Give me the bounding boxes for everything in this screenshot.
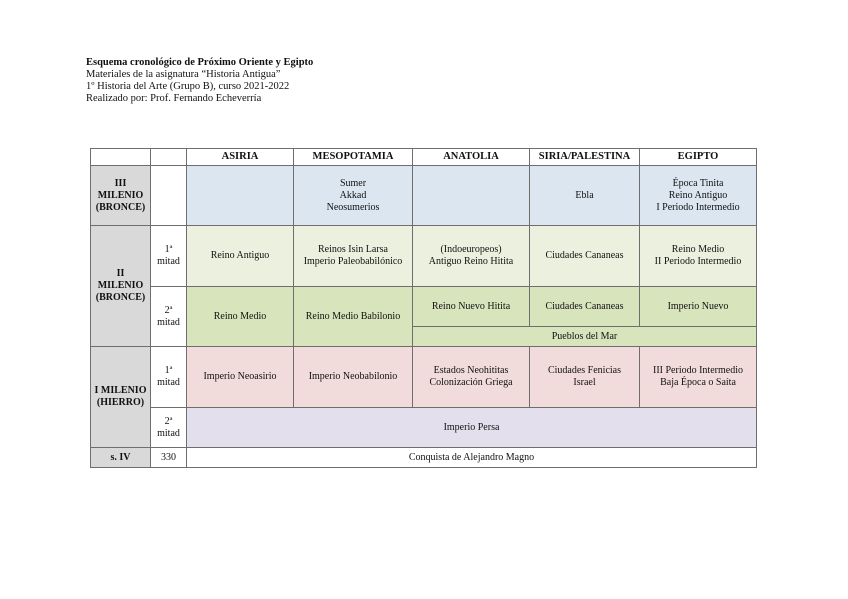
cell-m2h2-anatolia: Reino Nuevo Hitita	[413, 287, 530, 327]
label-iii-milenio: III MILENIO (BRONCE)	[91, 166, 151, 226]
col-asiria: ASIRIA	[187, 149, 294, 166]
course-group: 1º Historia del Arte (Grupo B), curso 2021-2022	[86, 81, 290, 92]
sub-ii-1: 1ª mitad	[151, 226, 187, 287]
cell-year-330: 330	[151, 448, 187, 468]
col-egipto: EGIPTO	[640, 149, 757, 166]
course-materials: Materiales de la asignatura “Historia Antigua”	[86, 69, 281, 80]
document-title: Esquema cronológico de Próximo Oriente y Egipto	[86, 57, 314, 68]
cell-m2h1-anatolia: (Indoeuropeos) Antiguo Reino Hitita	[413, 226, 530, 287]
cell-m1h1-asiria: Imperio Neoasirio	[187, 347, 294, 408]
sub-i-1: 1ª mitad	[151, 347, 187, 408]
cell-m1h1-egipto: III Periodo Intermedio Baja Época o Saíta	[640, 347, 757, 408]
author-line: Realizado por: Prof. Fernando Echeverría	[86, 93, 262, 104]
corner-cell	[91, 149, 151, 166]
label-ii-milenio: II MILENIO (BRONCE)	[91, 226, 151, 347]
cell-m1h1-siria: Ciudades Fenicias Israel	[530, 347, 640, 408]
sub-i-2: 2ª mitad	[151, 408, 187, 448]
cell-m1h1-anatolia: Estados Neohititas Colonización Griega	[413, 347, 530, 408]
row-iii-milenio	[91, 166, 757, 226]
col-mesopotamia: MESOPOTAMIA	[294, 149, 413, 166]
cell-m2h1-asiria: Reino Antiguo	[187, 226, 294, 287]
label-s-iv: s. IV	[91, 448, 151, 468]
cell-m2h1-siria: Ciudades Cananeas	[530, 226, 640, 287]
cell-m2h1-mesopotamia: Reinos Isin Larsa Imperio Paleobabilónico	[294, 226, 413, 287]
row-i-milenio-1	[91, 347, 757, 408]
cell-imperio-persa: Imperio Persa	[187, 408, 757, 448]
cell-m2h1-egipto: Reino Medio II Periodo Intermedio	[640, 226, 757, 287]
cell-m3-siria: Ebla	[530, 166, 640, 226]
cell-m1h1-mesopotamia: Imperio Neobabilonio	[294, 347, 413, 408]
row-ii-milenio-1	[91, 226, 757, 287]
cell-pueblos-del-mar: Pueblos del Mar	[413, 327, 757, 347]
cell-m2h2-siria: Ciudades Cananeas	[530, 287, 640, 327]
cell-conquista-alejandro: Conquista de Alejandro Magno	[187, 448, 757, 468]
sub-ii-2: 2ª mitad	[151, 287, 187, 347]
row-i-milenio-2	[91, 408, 757, 448]
cell-m3-anatolia	[413, 166, 530, 226]
cell-m3-asiria	[187, 166, 294, 226]
cell-m3-egipto: Época Tinita Reino Antiguo I Periodo Intermedio	[640, 166, 757, 226]
cell-m2h2-asiria: Reino Medio	[187, 287, 294, 347]
cell-m2h2-mesopotamia: Reino Medio Babilonio	[294, 287, 413, 347]
row-ii-milenio-2	[91, 287, 757, 327]
header-row	[91, 149, 757, 166]
label-i-milenio: I MILENIO (HIERRO)	[91, 347, 151, 448]
document-header	[86, 57, 313, 105]
sub-iii-milenio	[151, 166, 187, 226]
cell-m2h2-egipto: Imperio Nuevo	[640, 287, 757, 327]
col-siria-palestina: SIRIA/PALESTINA	[530, 149, 640, 166]
cell-m3-mesopotamia: Sumer Akkad Neosumerios	[294, 166, 413, 226]
corner-cell-sub	[151, 149, 187, 166]
col-anatolia: ANATOLIA	[413, 149, 530, 166]
row-s-iv	[91, 448, 757, 468]
chronology-table	[90, 148, 757, 468]
